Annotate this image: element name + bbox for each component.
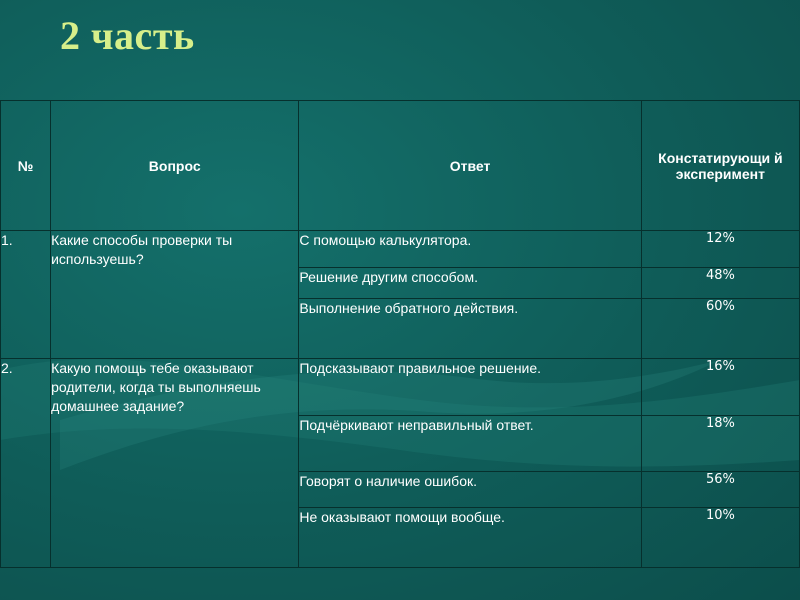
table-row [1,359,800,416]
table-row [1,231,800,268]
header-experiment: Констатирующи й эксперимент [641,101,799,231]
answer-percent: 18% [641,416,799,472]
answer-percent: 12% [641,231,799,268]
survey-table [0,100,800,568]
answer-percent: 48% [641,268,799,299]
answer-percent: 16% [641,359,799,416]
answer-text: Решение другим способом. [299,268,641,299]
header-number: № [1,101,51,231]
answer-percent: 10% [641,508,799,568]
answer-percent: 60% [641,299,799,359]
answer-text: Не оказывают помощи вообще. [299,508,641,568]
table-header-row [1,101,800,231]
question-text: Какую помощь тебе оказывают родители, когда ты выполняешь домашнее задание? [51,359,299,568]
answer-text: Подчёркивают неправильный ответ. [299,416,641,472]
question-number: 2. [1,359,51,568]
answer-text: С помощью калькулятора. [299,231,641,268]
answer-percent: 56% [641,472,799,508]
question-text: Какие способы проверки ты используешь? [51,231,299,359]
answer-text: Говорят о наличие ошибок. [299,472,641,508]
answer-text: Выполнение обратного действия. [299,299,641,359]
question-number: 1. [1,231,51,359]
answer-text: Подсказывают правильное решение. [299,359,641,416]
header-answer: Ответ [299,101,641,231]
header-question: Вопрос [51,101,299,231]
slide-title: 2 часть [60,13,195,58]
